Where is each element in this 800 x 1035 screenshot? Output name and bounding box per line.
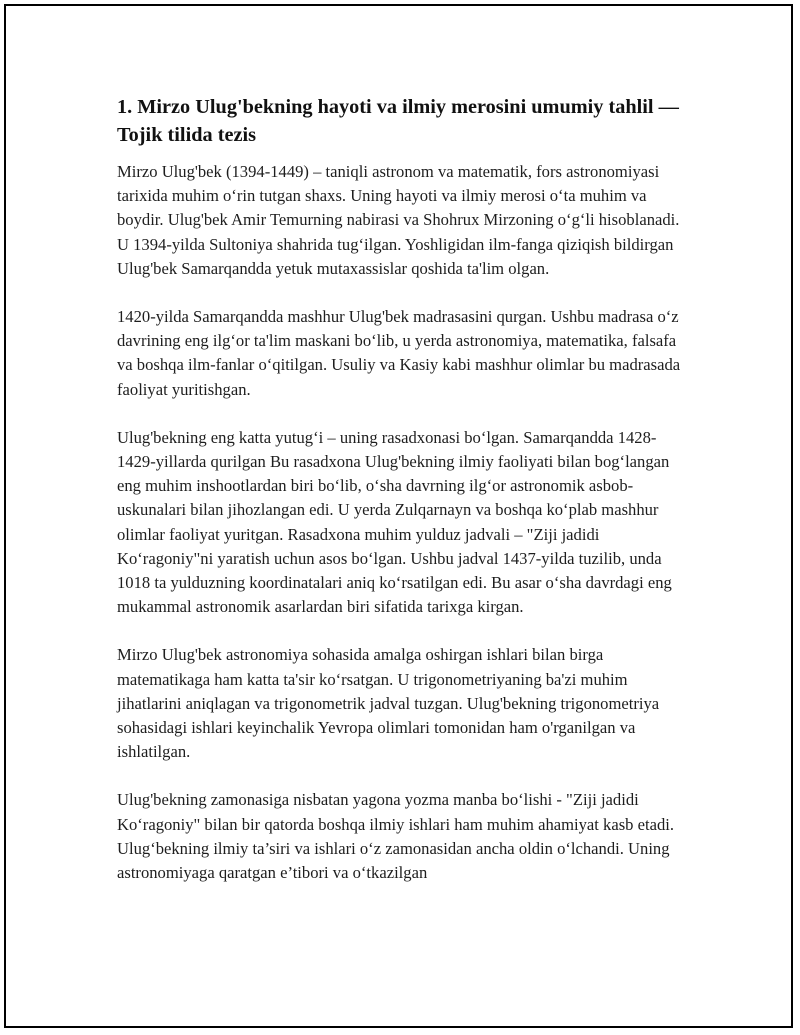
paragraph-madrasa: 1420-yilda Samarqandda mashhur Ulug'bek madrasasini qurgan. Ushbu madrasa o‘z davrining eng ilg‘or ta'lim maskani bo‘lib, u yerda astronomiya, matematika, falsafa va boshqa ilm-fanlar o‘qitilgan. Usuliy va Kasiy kabi mashhur olimlar bu madrasada faoliyat yuritishgan. — [117, 307, 681, 399]
document-body — [117, 93, 695, 885]
document-heading: 1. Mirzo Ulug'bekning hayoti va ilmiy merosini umumiy tahlil — Tojik tilida tezis — [117, 96, 679, 146]
paragraph-legacy: Ulug'bekning zamonasiga nisbatan yagona yozma manba bo‘lishi - "Ziji jadidi Ko‘ragoniy" bilan bir qatorda boshqa ilmiy ishlari ham muhim ahamiyat kasb etadi. Ulug‘bekning ilmiy ta’siri va ishlari o‘z zamonasidan ancha oldin o‘lchandi. Uning astronomiyaga qaratgan e’tibori va o‘tkazilgan — [117, 790, 675, 883]
paragraph-biography: Mirzo Ulug'bek (1394-1449) – taniqli astronom va matematik, fors astronomiyasi tarixida muhim o‘rin tutgan shaxs. Uning hayoti va ilmiy merosi o‘ta muhim va boydir. Ulug'bek Amir Temurning nabirasi va Shohrux Mirzoning o‘g‘li hisoblanadi. U 1394-yilda Sultoniya shahrida tug‘ilgan. Yoshligidan ilm-fanga qiziqish bildirgan Ulug'bek Samarqandda yetuk mutaxassislar qoshida ta'lim olgan. — [117, 162, 680, 278]
paragraph-mathematics: Mirzo Ulug'bek astronomiya sohasida amalga oshirgan ishlari bilan birga matematikaga ham katta ta'sir ko‘rsatgan. U trigonometriyaning ba'zi muhim jihatlarini aniqlagan va trigonometrik jadval tuzgan. Ulug'bekning trigonometriya sohasidagi ishlari keyinchalik Yevropa olimlari tomonidan ham o'rganilgan va ishlatilgan. — [117, 645, 660, 762]
paragraph-observatory: Ulug'bekning eng katta yutug‘i – uning rasadxonasi bo‘lgan. Samarqandda 1428-1429-yillarda qurilgan Bu rasadxona Ulug'bekning ilmiy faoliyati bilan bog‘langan eng muhim inshootlardan biri bo‘lib, o‘sha davrning ilg‘or astronomik asbob-uskunalari bilan jihozlangan edi. U yerda Zulqarnayn va boshqa ko‘plab mashhur olimlar faoliyat yuritgan. Rasadxona muhim yulduz jadvali – "Ziji jadidi Ko‘ragoniy"ni yaratish uchun asos bo‘lgan. Ushbu jadval 1437-yilda tuzilib, unda 1018 ta yulduzning koordinatalari aniq ko‘rsatilgan edi. Bu asar o‘sha davrdagi eng mukammal astronomik asarlardan biri sifatida tarixga kirgan. — [117, 427, 672, 617]
